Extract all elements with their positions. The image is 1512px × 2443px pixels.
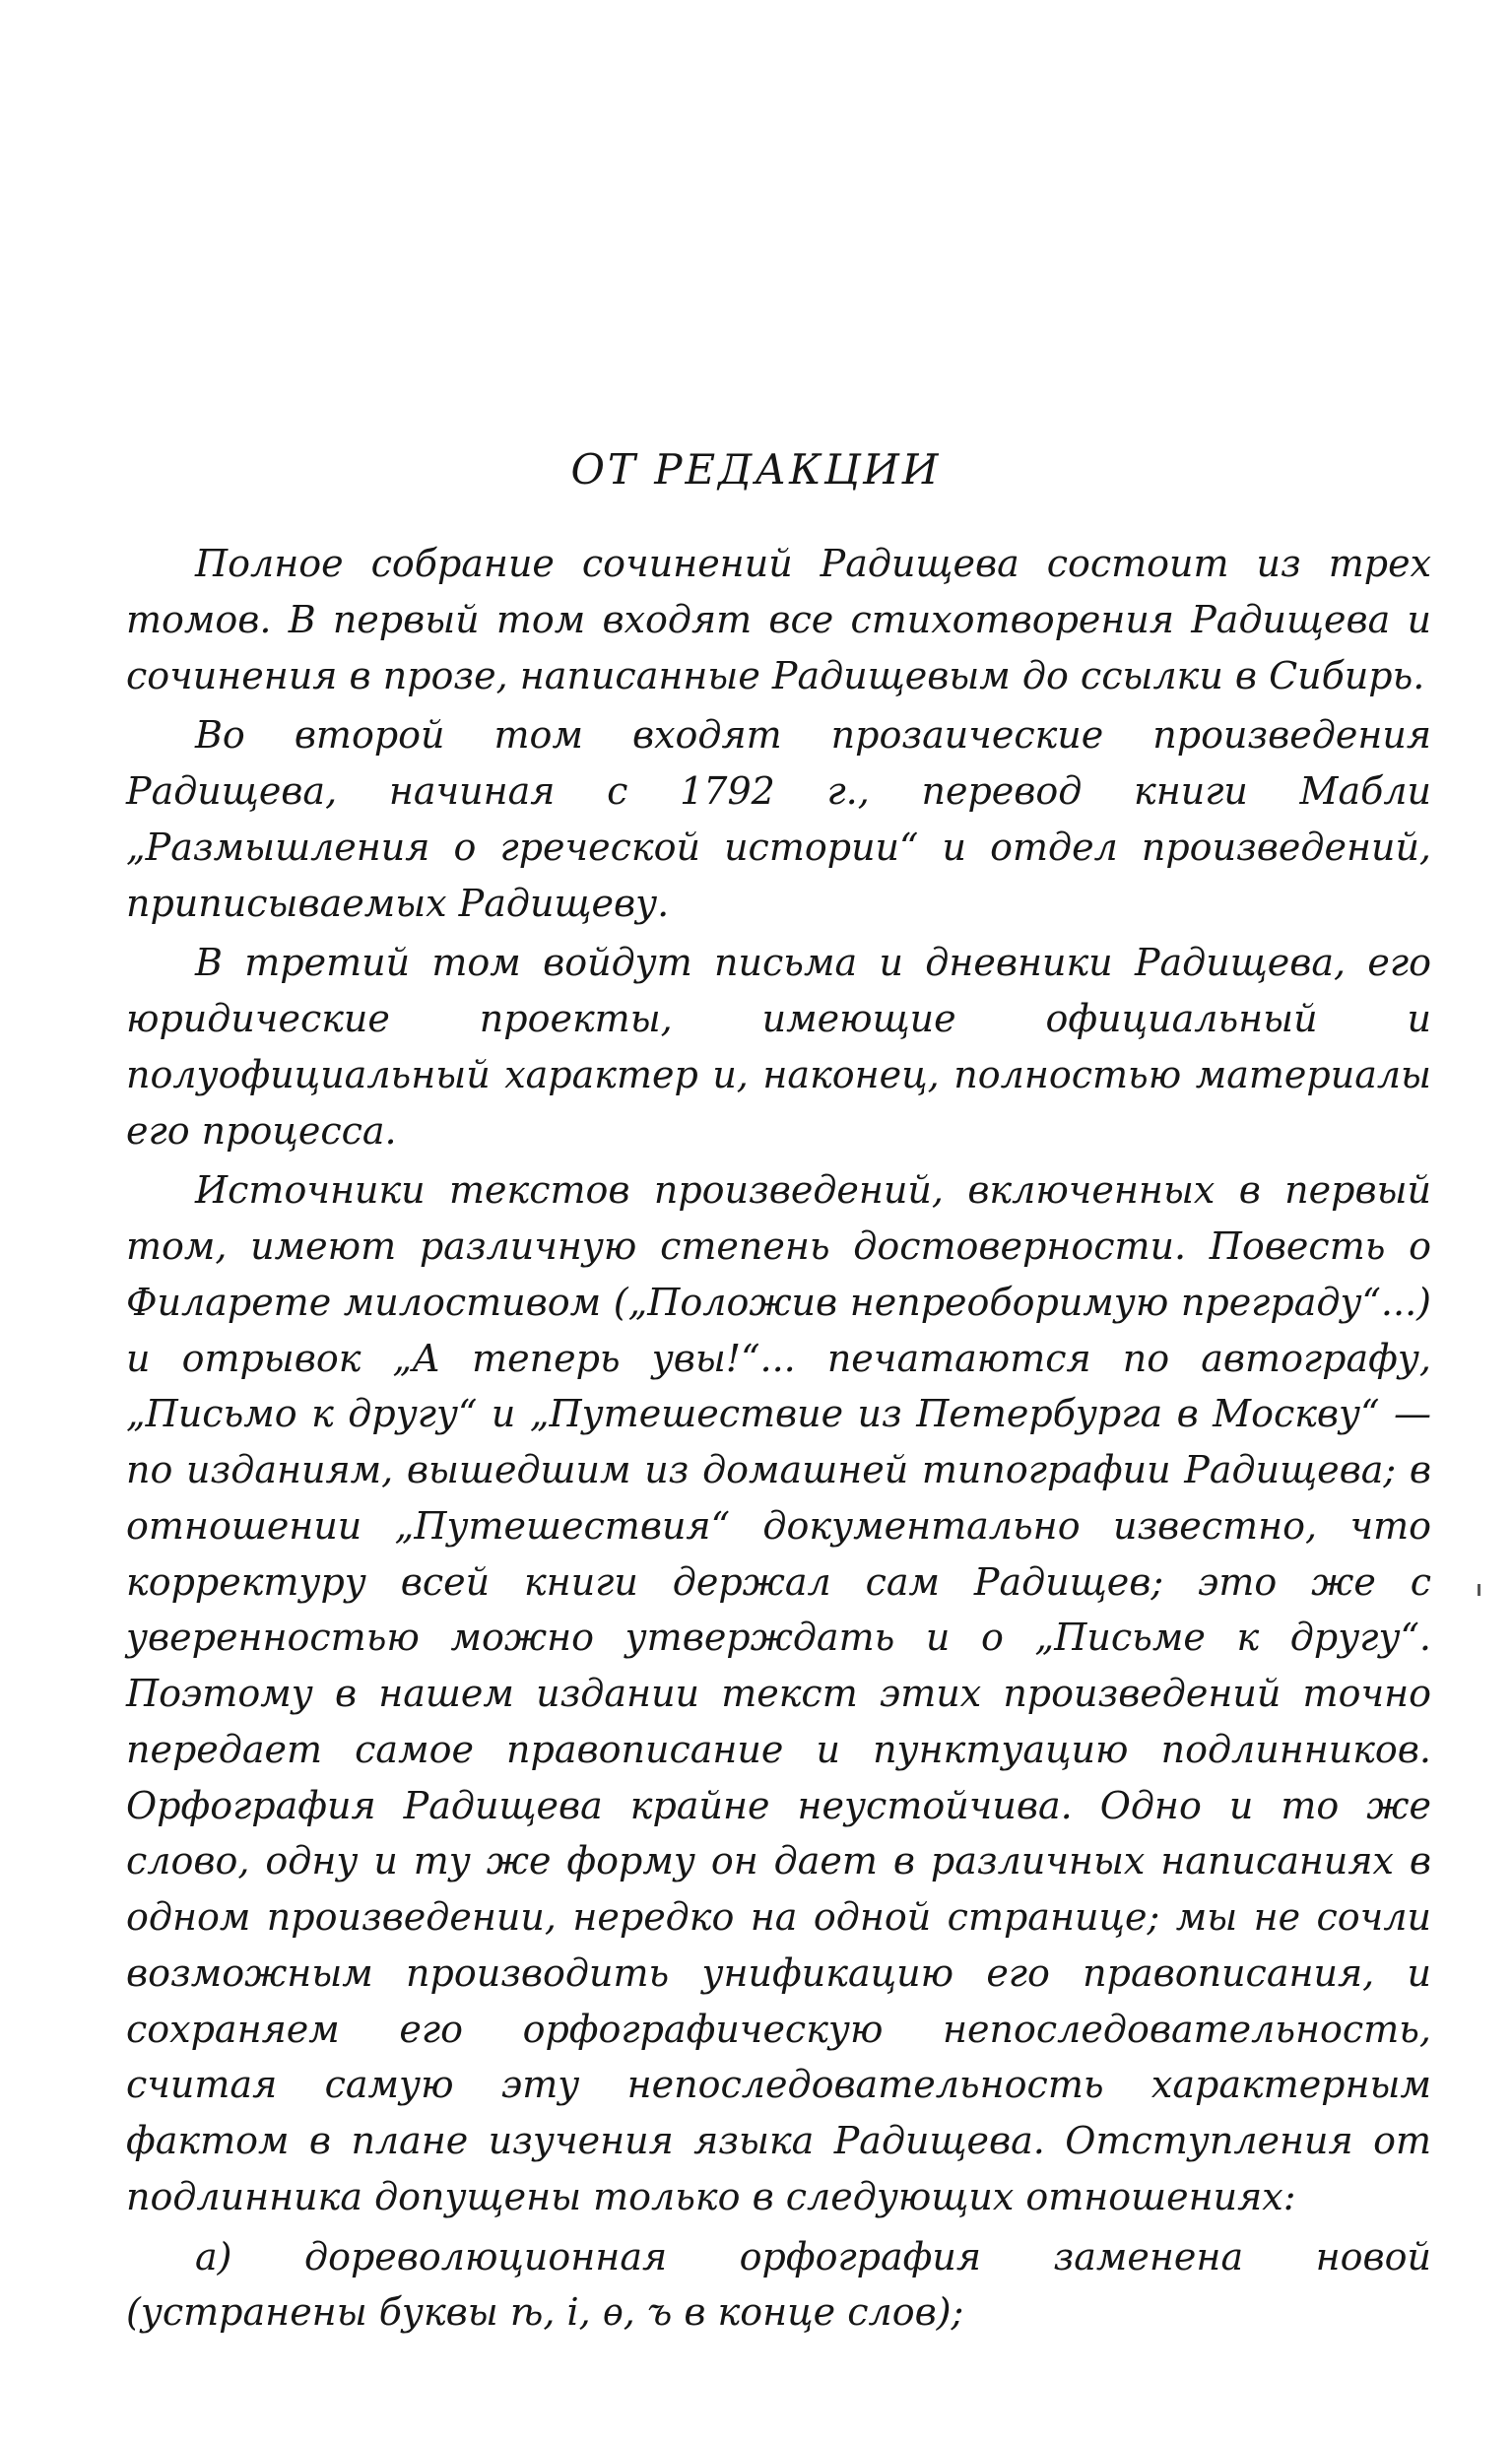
paragraph-3: В третий том войдут письма и дневники Радищева, его юридические проекты, имеющие официальный и полуофициальный характер и, наконец, полностью материалы его процесса. <box>126 941 1431 1153</box>
page-heading: ОТ РЕДАКЦИИ <box>570 445 942 494</box>
paragraph-2: Во второй том входят прозаические произведения Радищева, начиная с 1792 г., перевод книги Мабли „Размышления о греческой истории“ и отдел произведений, приписываемых Радищеву. <box>126 713 1431 925</box>
margin-mark <box>1478 1584 1480 1596</box>
paragraph-1: Полное собрание сочинений Радищева состоит из трех томов. В первый том входят все стихотворения Радищева и сочинения в прозе, написанные Радищевым до ссылки в Сибирь. <box>126 542 1431 697</box>
paragraph-5: а) дореволюционная орфография заменена новой (устранены буквы ѣ, і, ѳ, ъ в конце слов); <box>126 2234 1431 2335</box>
body-text <box>126 536 1431 2344</box>
paragraph-4: Источники текстов произведений, включенных в первый том, имеют различную степень достоверности. Повесть о Филарете милостивом („Положив непреоборимую преграду“...) и отрывок „А теперь увы!“... печатаются по автографу, „Письмо к другу“ и „Путешествие из Петербурга в Москву“ — по изданиям, вышедшим из домашней типографии Радищева; в отношении „Путешествия“ документально известно, что корректуру всей книги держал сам Радищев; это же с уверенностью можно утверждать и о „Письме к другу“. Поэтому в нашем издании текст этих произведений точно передает самое правописание и пунктуацию подлинников. Орфография Радищева крайне неустойчива. Одно и то же слово, одну и ту же форму он дает в различных написаниях в одном произведении, нередко на одной странице; мы не сочли возможным производить унификацию его правописания, и сохраняем его орфографическую непоследовательность, считая самую эту непоследовательность характерным фактом в плане изучения языка Радищева. Отступления от подлинника допущены только в следующих отношениях: <box>126 1168 1431 2218</box>
